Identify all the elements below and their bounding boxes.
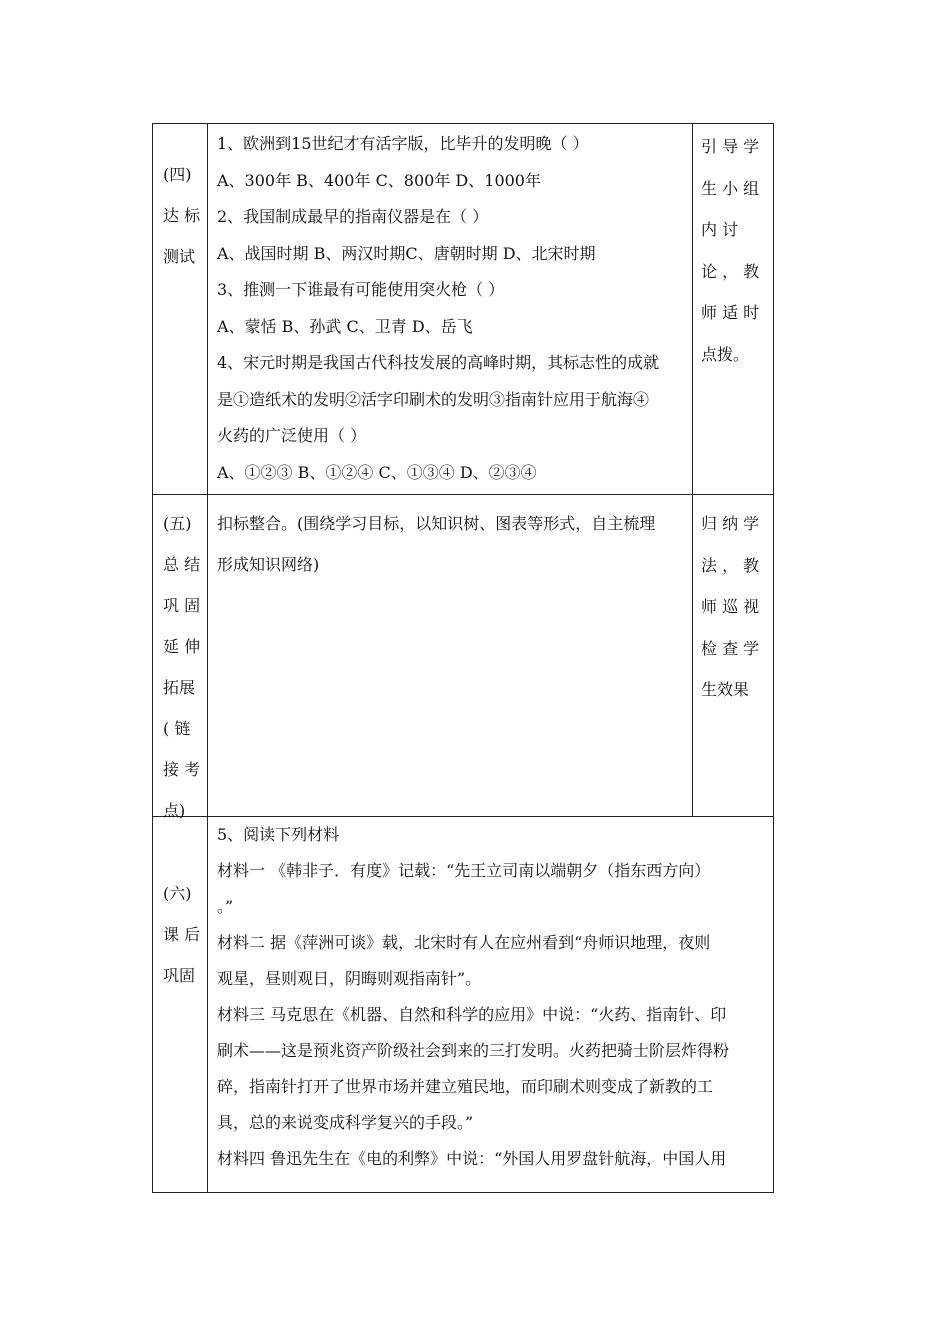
- content-line: 5、阅读下列材料: [217, 825, 340, 844]
- section-4-label: [153, 124, 208, 494]
- label-line: (五): [163, 514, 192, 533]
- label-line: (四): [163, 165, 192, 184]
- label-line: (六): [163, 884, 192, 903]
- question-line: 火药的广泛使用（ ）: [217, 426, 367, 445]
- label-line: 接 考: [163, 760, 201, 779]
- label-line: 巩固: [163, 966, 196, 985]
- label-line: 达 标: [163, 206, 201, 225]
- option-line: A、蒙恬 B、孙武 C、卫青 D、岳飞: [217, 316, 473, 336]
- section-6-label: [153, 817, 208, 1192]
- label-line: 延 伸: [163, 637, 201, 656]
- section-5-content: [208, 495, 692, 816]
- content-line: 材料二 据《萍洲可谈》载，北宋时有人在应州看到“舟师识地理，夜则: [217, 933, 711, 952]
- question-line: 3、推测一下谁最有可能使用突火枪（ ）: [217, 280, 505, 299]
- section-6-row: [153, 816, 773, 1192]
- label-line: 课 后: [163, 925, 201, 944]
- content-line: 材料一 《韩非子．有度》记载：“先王立司南以端朝夕（指东西方向）: [217, 861, 711, 880]
- content-line: 碎，指南针打开了世界市场并建立殖民地，而印刷术则变成了新教的工: [217, 1077, 714, 1096]
- note-line: 论 ， 教: [701, 261, 760, 281]
- note-line: 点拨。: [701, 344, 750, 364]
- content-line: 材料三 马克思在《机器、自然和科学的应用》中说：“火药、指南针、印: [217, 1005, 727, 1024]
- label-line: 巩 固: [163, 596, 201, 615]
- note-line: 检 查 学: [701, 638, 760, 658]
- question-line: 2、我国制成最早的指南仪器是在（ ）: [217, 207, 489, 226]
- content-line: 形成知识网络): [217, 555, 320, 574]
- note-line: 师 适 时: [701, 303, 760, 322]
- content-line: 具，总的来说变成科学复兴的手段。”: [217, 1113, 474, 1132]
- section-6-content: [208, 817, 773, 1192]
- section-5-note: [692, 495, 773, 816]
- content-line: 。”: [217, 897, 234, 916]
- note-line: 内 讨: [701, 220, 739, 239]
- label-line: 总 结: [163, 555, 201, 574]
- content-line: 材料四 鲁迅先生在《电的利弊》中说：“外国人用罗盘针航海，中国人用: [217, 1149, 727, 1168]
- label-line: ( 链: [163, 719, 191, 738]
- section-4-content: [208, 124, 692, 494]
- label-line: 拓展: [163, 678, 196, 697]
- question-line: 4、宋元时期是我国古代科技发展的高峰时期，其标志性的成就: [217, 353, 660, 372]
- note-line: 生效果: [701, 680, 750, 699]
- option-line: A、①②③ B、①②④ C、①③④ D、②③④: [217, 462, 537, 482]
- section-4-row: [153, 124, 773, 494]
- section-5-row: [153, 494, 773, 820]
- content-line: 扣标整合。(围绕学习目标，以知识树、图表等形式，自主梳理: [217, 514, 656, 533]
- question-line: 1、欧洲到15世纪才有活字版，比毕升的发明晚（ ）: [217, 134, 589, 153]
- label-line: 点): [163, 801, 186, 820]
- section-4-note: [692, 124, 773, 494]
- note-line: 归 纳 学: [701, 514, 760, 533]
- note-line: 生 小 组: [701, 178, 760, 198]
- option-line: A、战国时期 B、两汉时期C、唐朝时期 D、北宋时期: [217, 243, 596, 263]
- note-line: 师 巡 视: [701, 597, 760, 616]
- note-line: 法 ， 教: [701, 555, 760, 575]
- section-5-label: [153, 495, 208, 820]
- content-line: 观星，昼则观日，阴晦则观指南针”。: [217, 969, 482, 988]
- option-line: A、300年 B、400年 C、800年 D、1000年: [217, 170, 541, 190]
- lesson-table: [152, 123, 774, 1193]
- note-line: 引 导 学: [701, 137, 760, 156]
- question-line: 是①造纸术的发明②活字印刷术的发明③指南针应用于航海④: [217, 389, 650, 409]
- content-line: 刷术——这是预兆资产阶级社会到来的三打发明。火药把骑士阶层炸得粉: [217, 1041, 730, 1060]
- label-line: 测试: [163, 247, 196, 266]
